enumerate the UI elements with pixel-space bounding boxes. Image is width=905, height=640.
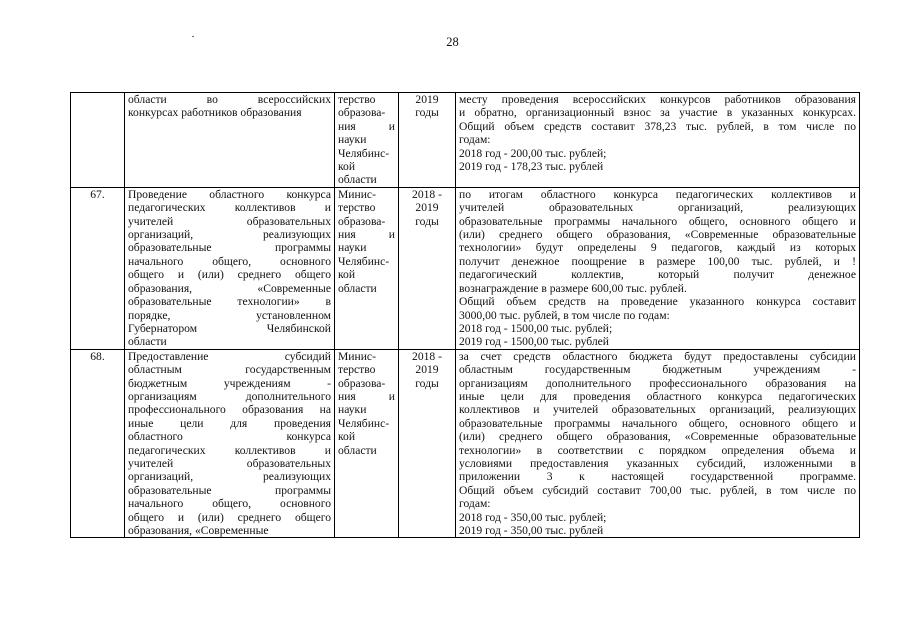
text-line: 2019 (415, 363, 439, 377)
scan-speck (192, 36, 194, 37)
text-line: ния и (338, 228, 395, 242)
text-line: ния и (338, 389, 395, 403)
text-line: приложении 3 к настоящей государственной программе. (459, 470, 856, 484)
text-line: учителей образовательных организаций, реализующих (459, 201, 856, 215)
text-line: за счет средств областного бюджета будут предоставлены субсидии (459, 349, 856, 363)
cell-executor (335, 187, 399, 349)
text-line: 2019 год - 1500,00 тыс. рублей (459, 335, 609, 349)
text-line: терство (338, 363, 376, 377)
text-line: областным государственным бюджетным учреждениям - (459, 363, 856, 377)
text-line: Минис- (338, 349, 376, 363)
text-line: науки (338, 133, 367, 147)
text-line: технологии» будут определены 9 педагогов, каждый из которых (459, 241, 856, 255)
cell-result (456, 187, 860, 349)
text-line: педагогический коллектив, который получит денежное (459, 268, 856, 282)
cell-activity-name (125, 187, 335, 349)
text-line: образова- (338, 214, 386, 228)
text-line: педагогических коллективов и (128, 443, 331, 457)
cell-term (399, 349, 456, 538)
text-line: Челябинс- (338, 146, 390, 160)
text-line: 2019 год - 350,00 тыс. рублей (459, 524, 604, 537)
text-line: учителей образовательных (128, 456, 331, 470)
text-line: (или) среднего общего образования, «Современные образовательные (459, 228, 856, 242)
text-line: науки (338, 403, 367, 417)
text-line: ния и (338, 119, 395, 133)
text-line: педагогических коллективов и (128, 201, 331, 215)
text-line: годам: (459, 133, 491, 147)
text-line: начального общего, основного (128, 254, 331, 268)
text-line: образования, «Современные (128, 524, 269, 537)
text-line: по итогам областного конкурса педагогических коллективов и (459, 187, 856, 201)
text-line: бюджетным учреждениям - (128, 376, 331, 390)
text-line: конкурсах работников образования (128, 106, 302, 120)
text-line: образовательные программы начального общего, основного общего и (459, 416, 856, 430)
text-line: Минис- (338, 187, 376, 201)
text-line: порядке, установленном (128, 308, 331, 322)
text-line: 2019 год - 178,23 тыс. рублей (459, 160, 604, 174)
text-line: 2018 год - 1500,00 тыс. рублей; (459, 321, 613, 335)
cell-result (456, 349, 860, 538)
cell-activity-name (125, 93, 335, 188)
text-line: терство (338, 201, 376, 215)
text-line: образовательные программы начального общего, основного общего и (459, 214, 856, 228)
text-line: науки (338, 241, 367, 255)
text-line: иные цели для проведения областного конкурса педагогических (459, 389, 856, 403)
cell-result (456, 93, 860, 188)
text-line: кой (338, 160, 356, 174)
text-line: образова- (338, 376, 386, 390)
text-line: и обратно, организационный взнос за участие в указанных конкурсах. (459, 106, 856, 120)
cell-number: 67. (71, 187, 125, 349)
text-line: Общий объем средств составит 378,23 тыс. рублей, в том числе по (459, 119, 856, 133)
text-line: Предоставление субсидий (128, 349, 331, 363)
text-line: годы (415, 376, 439, 390)
text-line: областного конкурса (128, 430, 331, 444)
text-line: образовательные программы (128, 483, 331, 497)
text-line: Челябинс- (338, 416, 390, 430)
cell-activity-name (125, 349, 335, 538)
text-line: области (338, 173, 377, 187)
text-line: Общий объем субсидий составит 700,00 тыс. рублей, в том числе по (459, 483, 856, 497)
text-line: годы (415, 106, 439, 120)
text-line: Общий объем средств на проведение указанного конкурса составит (459, 295, 856, 309)
text-line: 2018 - (412, 187, 442, 201)
text-line: получит денежное поощрение в размере 100,00 тыс. рублей, и ! (459, 254, 856, 268)
text-line: общего и (или) среднего общего (128, 510, 331, 524)
text-line: учителей образовательных (128, 214, 331, 228)
text-line: образовательные программы (128, 241, 331, 255)
text-line: Губернатором Челябинской (128, 321, 331, 335)
text-line: вознаграждение в размере 600,00 тыс. рублей. (459, 281, 687, 295)
cell-number (71, 93, 125, 188)
text-line: областным государственным (128, 363, 331, 377)
table-body (71, 93, 860, 538)
text-line: кой (338, 268, 356, 282)
text-line: области (128, 335, 167, 349)
text-line: 2018 - (412, 349, 442, 363)
text-line: начального общего, основного (128, 497, 331, 511)
text-line: месту проведения всероссийских конкурсов работников образования (459, 93, 856, 106)
text-line: условиями предоставления указанных субсидий, изложенными в (459, 456, 856, 470)
text-line: профессионального образования на (128, 403, 331, 417)
text-line: годы (415, 214, 439, 228)
text-line: области во всероссийских (128, 93, 331, 106)
cell-term (399, 187, 456, 349)
text-line: образовательные технологии» в (128, 295, 331, 309)
text-line: организациям дополнительного (128, 389, 331, 403)
text-line: Челябинс- (338, 254, 390, 268)
text-line: организациям дополнительного профессионального образования на (459, 376, 856, 390)
program-table (70, 92, 860, 538)
text-line: общего и (или) среднего общего (128, 268, 331, 282)
text-line: образования, «Современные (128, 281, 331, 295)
text-line: годам: (459, 497, 491, 511)
text-line: кой (338, 430, 356, 444)
cell-executor (335, 93, 399, 188)
text-line: технологии» в соответствии с порядком определения объема и (459, 443, 856, 457)
text-line: области (338, 443, 377, 457)
text-line: организаций, реализующих (128, 228, 331, 242)
text-line: (или) среднего общего образования, «Современные образовательные (459, 430, 856, 444)
table-row (71, 349, 860, 538)
text-line: 2019 (415, 201, 439, 215)
table-row (71, 93, 860, 188)
text-line: области (338, 281, 377, 295)
text-line: коллективов и учителей образовательных организаций, реализующих (459, 403, 856, 417)
text-line: иные цели для проведения (128, 416, 331, 430)
cell-term (399, 93, 456, 188)
text-line: 3000,00 тыс. рублей, в том числе по годам: (459, 308, 670, 322)
cell-executor (335, 349, 399, 538)
cell-number: 68. (71, 349, 125, 538)
text-line: Проведение областного конкурса (128, 187, 331, 201)
text-line: терство (338, 93, 376, 106)
text-line: 2018 год - 200,00 тыс. рублей; (459, 146, 607, 160)
text-line: организаций, реализующих (128, 470, 331, 484)
page-number: 28 (446, 35, 459, 49)
text-line: образова- (338, 106, 386, 120)
table-row (71, 187, 860, 349)
text-line: 2019 (415, 93, 439, 106)
text-line: 2018 год - 350,00 тыс. рублей; (459, 510, 607, 524)
